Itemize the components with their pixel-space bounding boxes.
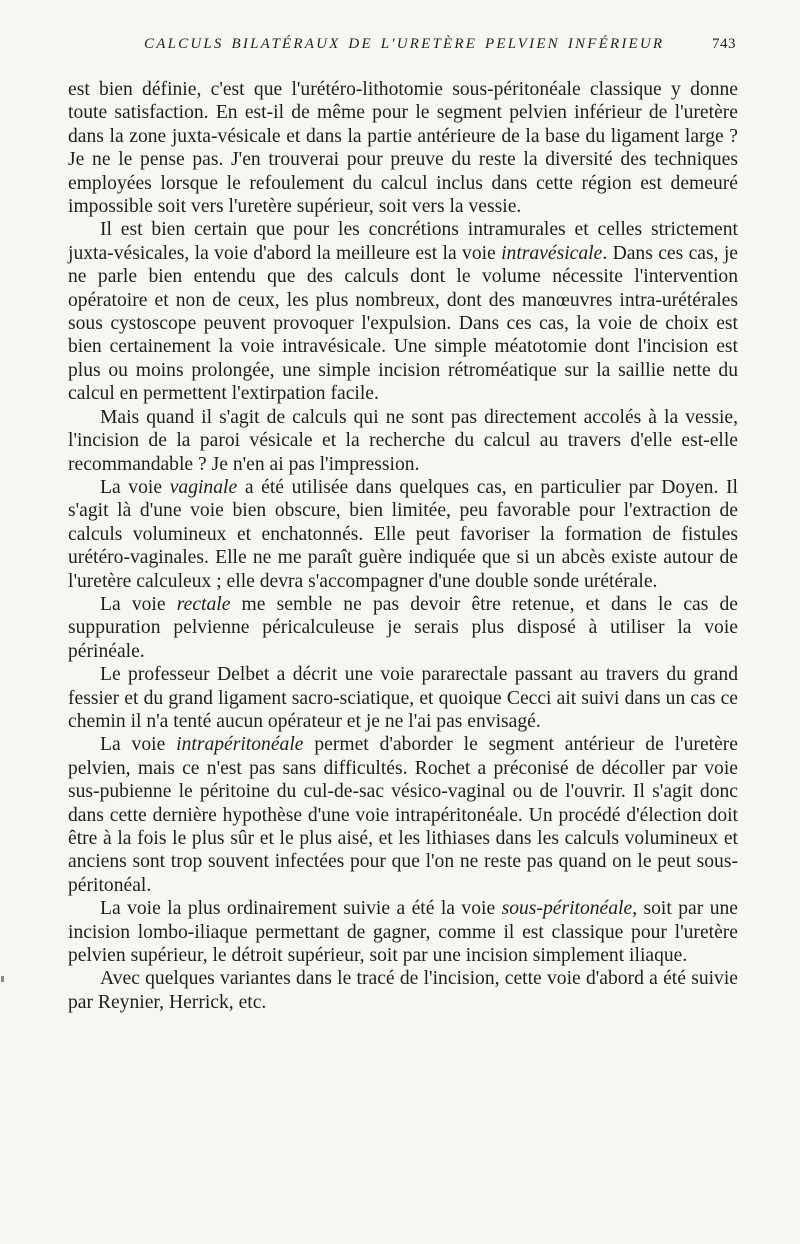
- paragraph-8-text-after: , soit par une incision lombo-iliaque permettant de gagner, comme il est classique pour l'uretère pelvien supérieur, le détroit supérieur, soit par une incision simplement iliaque.: [68, 898, 738, 967]
- paragraph-4: [68, 476, 738, 593]
- paragraph-2-emphasis: intravésicale: [501, 242, 603, 264]
- paragraph-5-text-before: La voie: [100, 593, 177, 615]
- paragraph-4-emphasis: vaginale: [169, 476, 238, 498]
- paragraph-8-text-before: La voie la plus ordinairement suivie a été la voie: [100, 898, 502, 920]
- running-title: CALCULS BILATÉRAUX DE L'URETÈRE PELVIEN INFÉRIEUR: [144, 36, 665, 52]
- paragraph-2-text-before: Il est bien certain que pour les concrétions intramurales et celles strictement juxta-vésicales, la voie d'abord la meilleure est la voie: [68, 219, 738, 264]
- paragraph-4-text-before: La voie: [100, 476, 170, 498]
- paragraph-8: [68, 897, 738, 967]
- page-edge-mark: [1, 976, 4, 982]
- paragraph-6: Le professeur Delbet a décrit une voie pararectale passant au travers du grand fessier et du grand ligament sacro-sciatique, et quoique Cecci ait suivi dans un cas ce chemin il n'a tenté aucun opérateur et je ne l'ai pas envisagé.: [68, 664, 738, 732]
- paragraph-9: Avec quelques variantes dans le tracé de l'incision, cette voie d'abord a été suivie par Reynier, Herrick, etc.: [68, 968, 738, 1013]
- paragraph-7: [68, 733, 738, 897]
- paragraph-7-text-after: permet d'aborder le segment antérieur de l'uretère pelvien, mais ce n'est pas sans difficultés. Rochet a préconisé de décoller par voie sus-pubienne le péritoine du cul-de-sac vésico-vaginal ou de l'ouvrir. Il s'agit donc dans cette dernière hypothèse d'une voie intrapéritonéale. Un procédé d'élection doit être à la fois le plus sûr et le plus aisé, et les lithiases dans les calculs volumineux et anciens sont trop souvent infectées pour que l'on ne reste pas quand on le peut sous-péritonéal.: [68, 734, 738, 896]
- paragraph-1: est bien définie, c'est que l'urétéro-lithotomie sous-péritonéale classique y donne toute satisfaction. En est-il de même pour le segment pelvien inférieur de l'uretère dans la zone juxta-vésicale et dans la partie antérieure de la base du ligament large ? Je ne le pense pas. J'en trouverai pour preuve du reste la diversité des techniques employées lorsque le refoulement du calcul inclus dans cette région est demeuré impossible soit vers l'uretère supérieur, soit vers la vessie.: [68, 79, 738, 218]
- paragraph-5-text-after: me semble ne pas devoir être retenue, et dans le cas de suppuration pelvienne péricalculeuse je serais plus disposé à utiliser la voie périnéale.: [68, 593, 738, 662]
- paragraph-3: Mais quand il s'agit de calculs qui ne sont pas directement accolés à la vessie, l'incision de la paroi vésicale et la recherche du calcul au travers d'elle est-elle recommandable ? Je n'en ai pas l'impression.: [68, 406, 738, 475]
- paragraph-2-text-after: . Dans ces cas, je ne parle bien entendu que des calculs dont le volume nécessite l'intervention opératoire et non de ceux, les plus nombreux, dont des manœuvres intra-urétérales sous cystoscope peuvent provoquer l'expulsion. Dans ces cas, la voie de choix est bien certainement la voie intravésicale. Une simple méatotomie dont l'incision est plus ou moins prolongée, une simple incision rétroméatique sur la saillie nette du calcul en permettent l'extirpation facile.: [68, 242, 738, 405]
- paragraph-5-emphasis: rectale: [176, 593, 231, 615]
- paragraph-4-text-after: a été utilisée dans quelques cas, en particulier par Doyen. Il s'agit là d'une voie bien obscure, bien limitée, peu favorable pour l'extraction de calculs volumineux et enchatonnés. Elle peut favoriser la formation de fistules urétéro-vaginales. Elle ne me paraît guère indiquée que si un abcès existe autour de l'uretère calculeux ; elle devra s'accompagner d'une double sonde urétérale.: [68, 476, 738, 592]
- paragraph-2: [68, 218, 738, 405]
- running-header: [68, 32, 738, 58]
- body-text: [68, 78, 738, 1014]
- paragraph-7-emphasis: intrapéritonéale: [176, 734, 304, 756]
- paragraph-5: [68, 593, 738, 663]
- paragraph-8-emphasis: sous-péritonéale: [501, 898, 633, 920]
- page-number: 743: [712, 36, 736, 52]
- paragraph-7-text-before: La voie: [100, 734, 177, 756]
